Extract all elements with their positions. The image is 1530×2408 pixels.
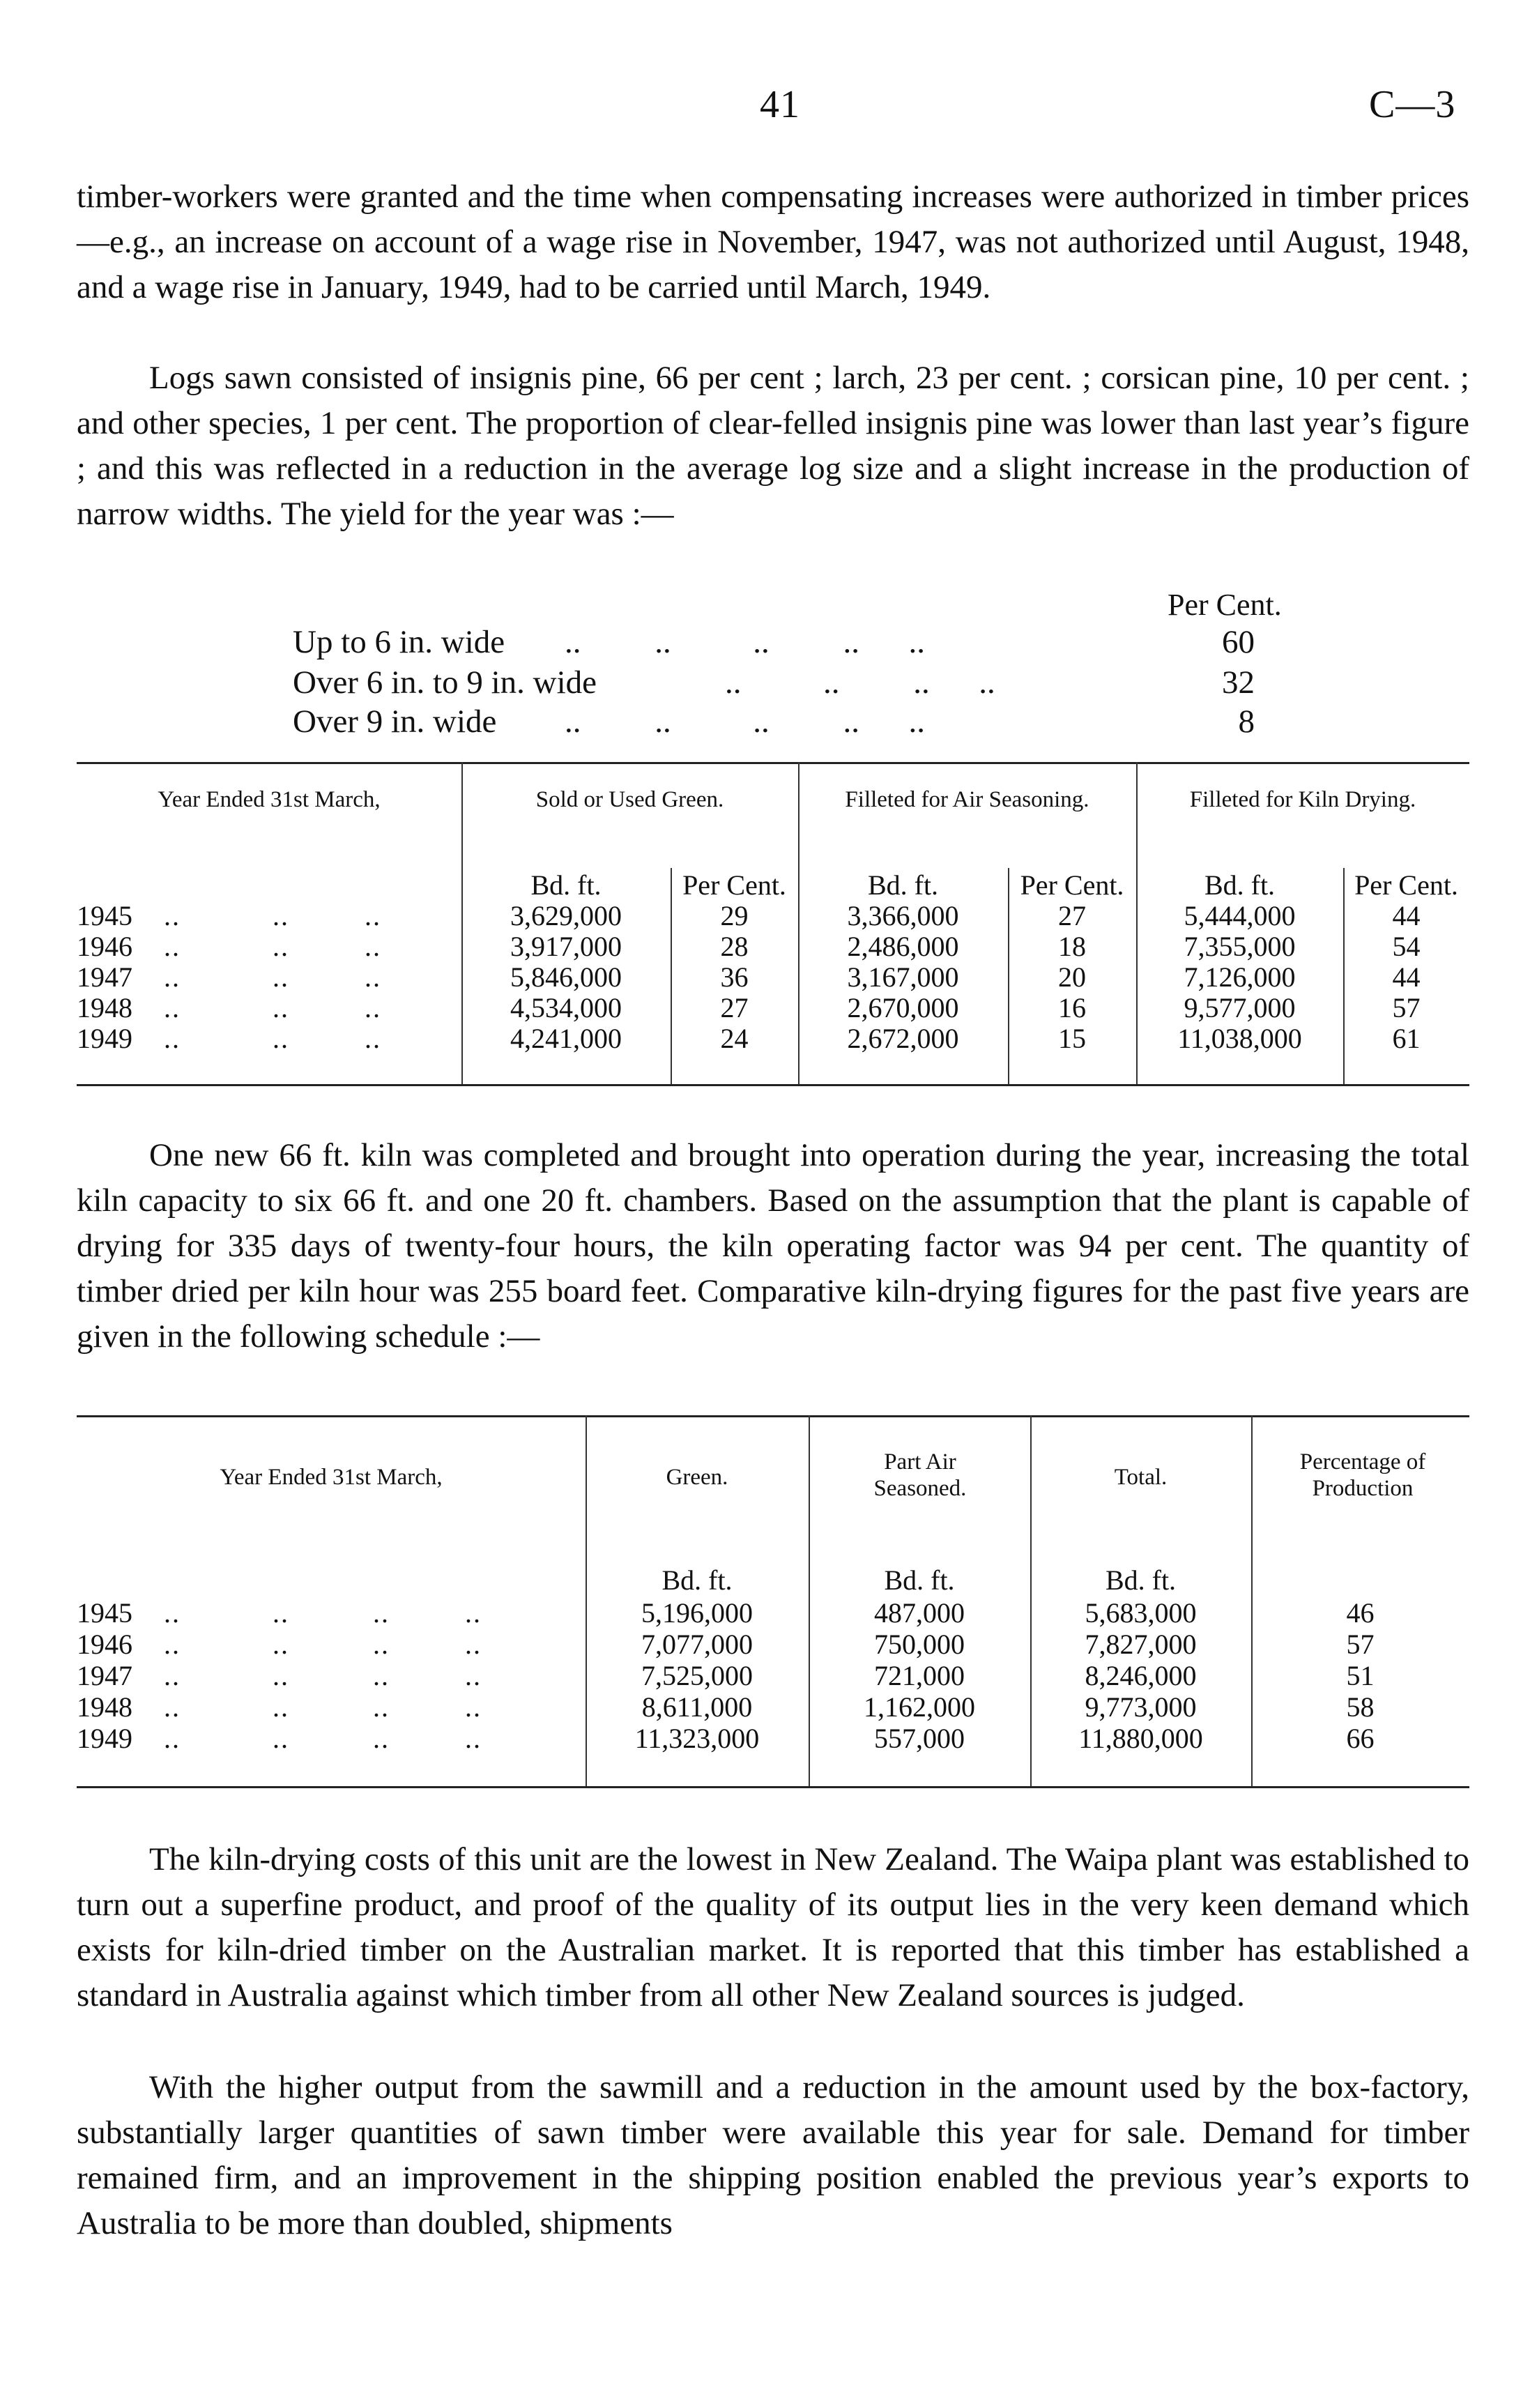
leader-dots: .. .. .. bbox=[164, 931, 381, 962]
paragraph-2: Logs sawn consisted of insignis pine, 66 per cent ; larch, 23 per cent. ; corsican pine, 10 per cent. ; and other species, 1 per cent. The proportion of clear-felled insignis pine was lower than last year’s figure ; and this was reflected in a reduction in the average log size and a slight increase in the production of narrow widths. The yield for the year was :— bbox=[77, 360, 1469, 532]
row-year: 1946 bbox=[77, 931, 132, 962]
cell-green: 8,611,000 bbox=[641, 1691, 753, 1723]
row-year: 1945 bbox=[77, 900, 132, 931]
cell-air: 3,167,000 bbox=[847, 961, 959, 993]
table-rule-bottom bbox=[77, 1786, 1469, 1788]
col-header-green: Green. bbox=[666, 1465, 728, 1490]
col-header-year: Year Ended 31st March, bbox=[220, 1465, 443, 1490]
yield-label: Over 9 in. wide bbox=[293, 703, 497, 740]
row-year: 1948 bbox=[77, 1691, 132, 1723]
cell-air: 3,366,000 bbox=[847, 900, 959, 931]
cell-air: 2,670,000 bbox=[847, 992, 959, 1023]
row-year: 1947 bbox=[77, 1660, 132, 1691]
unit-label: Bd. ft. bbox=[1204, 869, 1276, 901]
cell-green-pct: 28 bbox=[720, 931, 749, 962]
yield-value: 32 bbox=[1222, 664, 1255, 701]
col-header-total: Total. bbox=[1114, 1465, 1168, 1490]
unit-label: Per Cent. bbox=[1354, 869, 1458, 901]
leader-dots: .. .. .. bbox=[164, 900, 381, 931]
cell-green: 4,534,000 bbox=[510, 992, 622, 1023]
leader-dots: .. .. .. .. bbox=[164, 1597, 482, 1629]
cell-percentage: 46 bbox=[1346, 1597, 1375, 1629]
cell-kiln-pct: 61 bbox=[1392, 1023, 1421, 1054]
leader-dots: .. .. .. bbox=[164, 992, 381, 1023]
unit-label: Bd. ft. bbox=[1105, 1564, 1177, 1596]
cell-kiln-pct: 44 bbox=[1392, 900, 1421, 931]
cell-air-pct: 20 bbox=[1058, 961, 1086, 993]
leader-dots: .. .. .. .. bbox=[164, 1660, 482, 1691]
col-header-percentage: Percentage of Production bbox=[1299, 1449, 1426, 1501]
cell-green: 3,629,000 bbox=[510, 900, 622, 931]
cell-green-pct: 27 bbox=[720, 992, 749, 1023]
yield-value: 60 bbox=[1222, 624, 1255, 660]
row-year: 1947 bbox=[77, 961, 132, 993]
cell-kiln: 7,126,000 bbox=[1184, 961, 1296, 993]
cell-air: 2,486,000 bbox=[847, 931, 959, 962]
cell-part-air: 1,162,000 bbox=[864, 1691, 975, 1723]
leader-dots: .. .. .. .. bbox=[725, 664, 995, 701]
col-header-part-air: Part Air Seasoned. bbox=[873, 1449, 967, 1501]
cell-air-pct: 15 bbox=[1058, 1023, 1086, 1054]
col-header-kiln: Filleted for Kiln Drying. bbox=[1189, 787, 1416, 812]
cell-green: 5,846,000 bbox=[510, 961, 622, 993]
unit-label: Bd. ft. bbox=[884, 1564, 955, 1596]
paragraph-4: The kiln-drying costs of this unit are the lowest in New Zealand. The Waipa plant was established to turn out a superfine product, and proof of the quality of its output lies in the very keen demand which exists for kiln-dried timber on the Australian market. It is reported that this timber has established a standard in Australia against which timber from all other New Zealand sources is judged. bbox=[77, 1841, 1469, 2013]
unit-label: Per Cent. bbox=[1020, 869, 1124, 901]
cell-part-air: 557,000 bbox=[874, 1723, 965, 1754]
leader-dots: .. .. .. .. bbox=[164, 1691, 482, 1723]
yield-value: 8 bbox=[1238, 703, 1255, 740]
row-year: 1949 bbox=[77, 1723, 132, 1754]
cell-green: 7,077,000 bbox=[641, 1629, 753, 1660]
col-header-green: Sold or Used Green. bbox=[535, 787, 724, 812]
cell-air-pct: 16 bbox=[1058, 992, 1086, 1023]
cell-air-pct: 18 bbox=[1058, 931, 1086, 962]
page-number: 41 bbox=[760, 83, 800, 126]
paragraph-5: With the higher output from the sawmill and a reduction in the amount used by the box-factory, substantially larger quantities of sawn timber were available this year for sale. Demand for timber remained firm, and an improvement in the shipping position enabled the previous year’s exports to Australia to be more than doubled, shipments bbox=[77, 2069, 1469, 2241]
unit-label: Per Cent. bbox=[682, 869, 786, 901]
cell-kiln-pct: 54 bbox=[1392, 931, 1421, 962]
cell-green: 5,196,000 bbox=[641, 1597, 753, 1629]
cell-air: 2,672,000 bbox=[847, 1023, 959, 1054]
cell-green-pct: 36 bbox=[720, 961, 749, 993]
cell-percentage: 57 bbox=[1346, 1629, 1375, 1660]
cell-kiln-pct: 57 bbox=[1392, 992, 1421, 1023]
leader-dots: .. .. .. .. bbox=[164, 1629, 482, 1660]
cell-part-air: 721,000 bbox=[874, 1660, 965, 1691]
row-year: 1949 bbox=[77, 1023, 132, 1054]
leader-dots: .. .. .. bbox=[164, 1023, 381, 1054]
cell-green: 11,323,000 bbox=[634, 1723, 760, 1754]
unit-label: Bd. ft. bbox=[530, 869, 602, 901]
yield-label: Over 6 in. to 9 in. wide bbox=[293, 664, 597, 701]
leader-dots: .. .. .. .. bbox=[164, 1723, 482, 1754]
cell-green-pct: 29 bbox=[720, 900, 749, 931]
cell-total: 9,773,000 bbox=[1085, 1691, 1197, 1723]
leader-dots: .. .. .. bbox=[164, 961, 381, 993]
col-header-year: Year Ended 31st March, bbox=[158, 787, 381, 812]
yield-label: Up to 6 in. wide bbox=[293, 624, 505, 660]
cell-green: 3,917,000 bbox=[510, 931, 622, 962]
cell-percentage: 51 bbox=[1346, 1660, 1375, 1691]
paragraph-1: timber-workers were granted and the time when compensating increases were authorized in timber prices—e.g., an increase on account of a wage rise in November, 1947, was not authorized until August, 1948, and a wage rise in January, 1949, had to be carried until March, 1949. bbox=[77, 178, 1469, 305]
cell-kiln: 5,444,000 bbox=[1184, 900, 1296, 931]
cell-part-air: 750,000 bbox=[874, 1629, 965, 1660]
unit-label: Bd. ft. bbox=[661, 1564, 733, 1596]
unit-label: Bd. ft. bbox=[867, 869, 939, 901]
paragraph-3: One new 66 ft. kiln was completed and brought into operation during the year, increasing the total kiln capacity to six 66 ft. and one 20 ft. chambers. Based on the assumption that the plant is capable of drying for 335 days of twenty-four hours, the kiln operating factor was 94 per cent. The quantity of timber dried per kiln hour was 255 board feet. Comparative kiln-drying figures for the past five years are given in the following schedule :— bbox=[77, 1137, 1469, 1355]
cell-percentage: 66 bbox=[1346, 1723, 1375, 1754]
leader-dots: .. .. .. .. .. bbox=[565, 624, 925, 660]
page-reference: C—3 bbox=[1369, 83, 1456, 126]
cell-air-pct: 27 bbox=[1058, 900, 1086, 931]
leader-dots: .. .. .. .. .. bbox=[565, 703, 925, 740]
cell-green-pct: 24 bbox=[720, 1023, 749, 1054]
table-rule-bottom bbox=[77, 1084, 1469, 1086]
cell-kiln: 7,355,000 bbox=[1184, 931, 1296, 962]
cell-total: 5,683,000 bbox=[1085, 1597, 1197, 1629]
cell-green: 4,241,000 bbox=[510, 1023, 622, 1054]
cell-total: 11,880,000 bbox=[1078, 1723, 1203, 1754]
table-rule-top bbox=[77, 762, 1469, 764]
cell-kiln: 11,038,000 bbox=[1177, 1023, 1302, 1054]
cell-kiln-pct: 44 bbox=[1392, 961, 1421, 993]
row-year: 1945 bbox=[77, 1597, 132, 1629]
row-year: 1946 bbox=[77, 1629, 132, 1660]
row-year: 1948 bbox=[77, 992, 132, 1023]
yield-header: Per Cent. bbox=[1168, 588, 1282, 622]
cell-total: 8,246,000 bbox=[1085, 1660, 1197, 1691]
cell-green: 7,525,000 bbox=[641, 1660, 753, 1691]
col-header-air: Filleted for Air Seasoning. bbox=[845, 787, 1089, 812]
cell-total: 7,827,000 bbox=[1085, 1629, 1197, 1660]
cell-kiln: 9,577,000 bbox=[1184, 992, 1296, 1023]
cell-part-air: 487,000 bbox=[874, 1597, 965, 1629]
table-rule-top bbox=[77, 1415, 1469, 1417]
cell-percentage: 58 bbox=[1346, 1691, 1375, 1723]
